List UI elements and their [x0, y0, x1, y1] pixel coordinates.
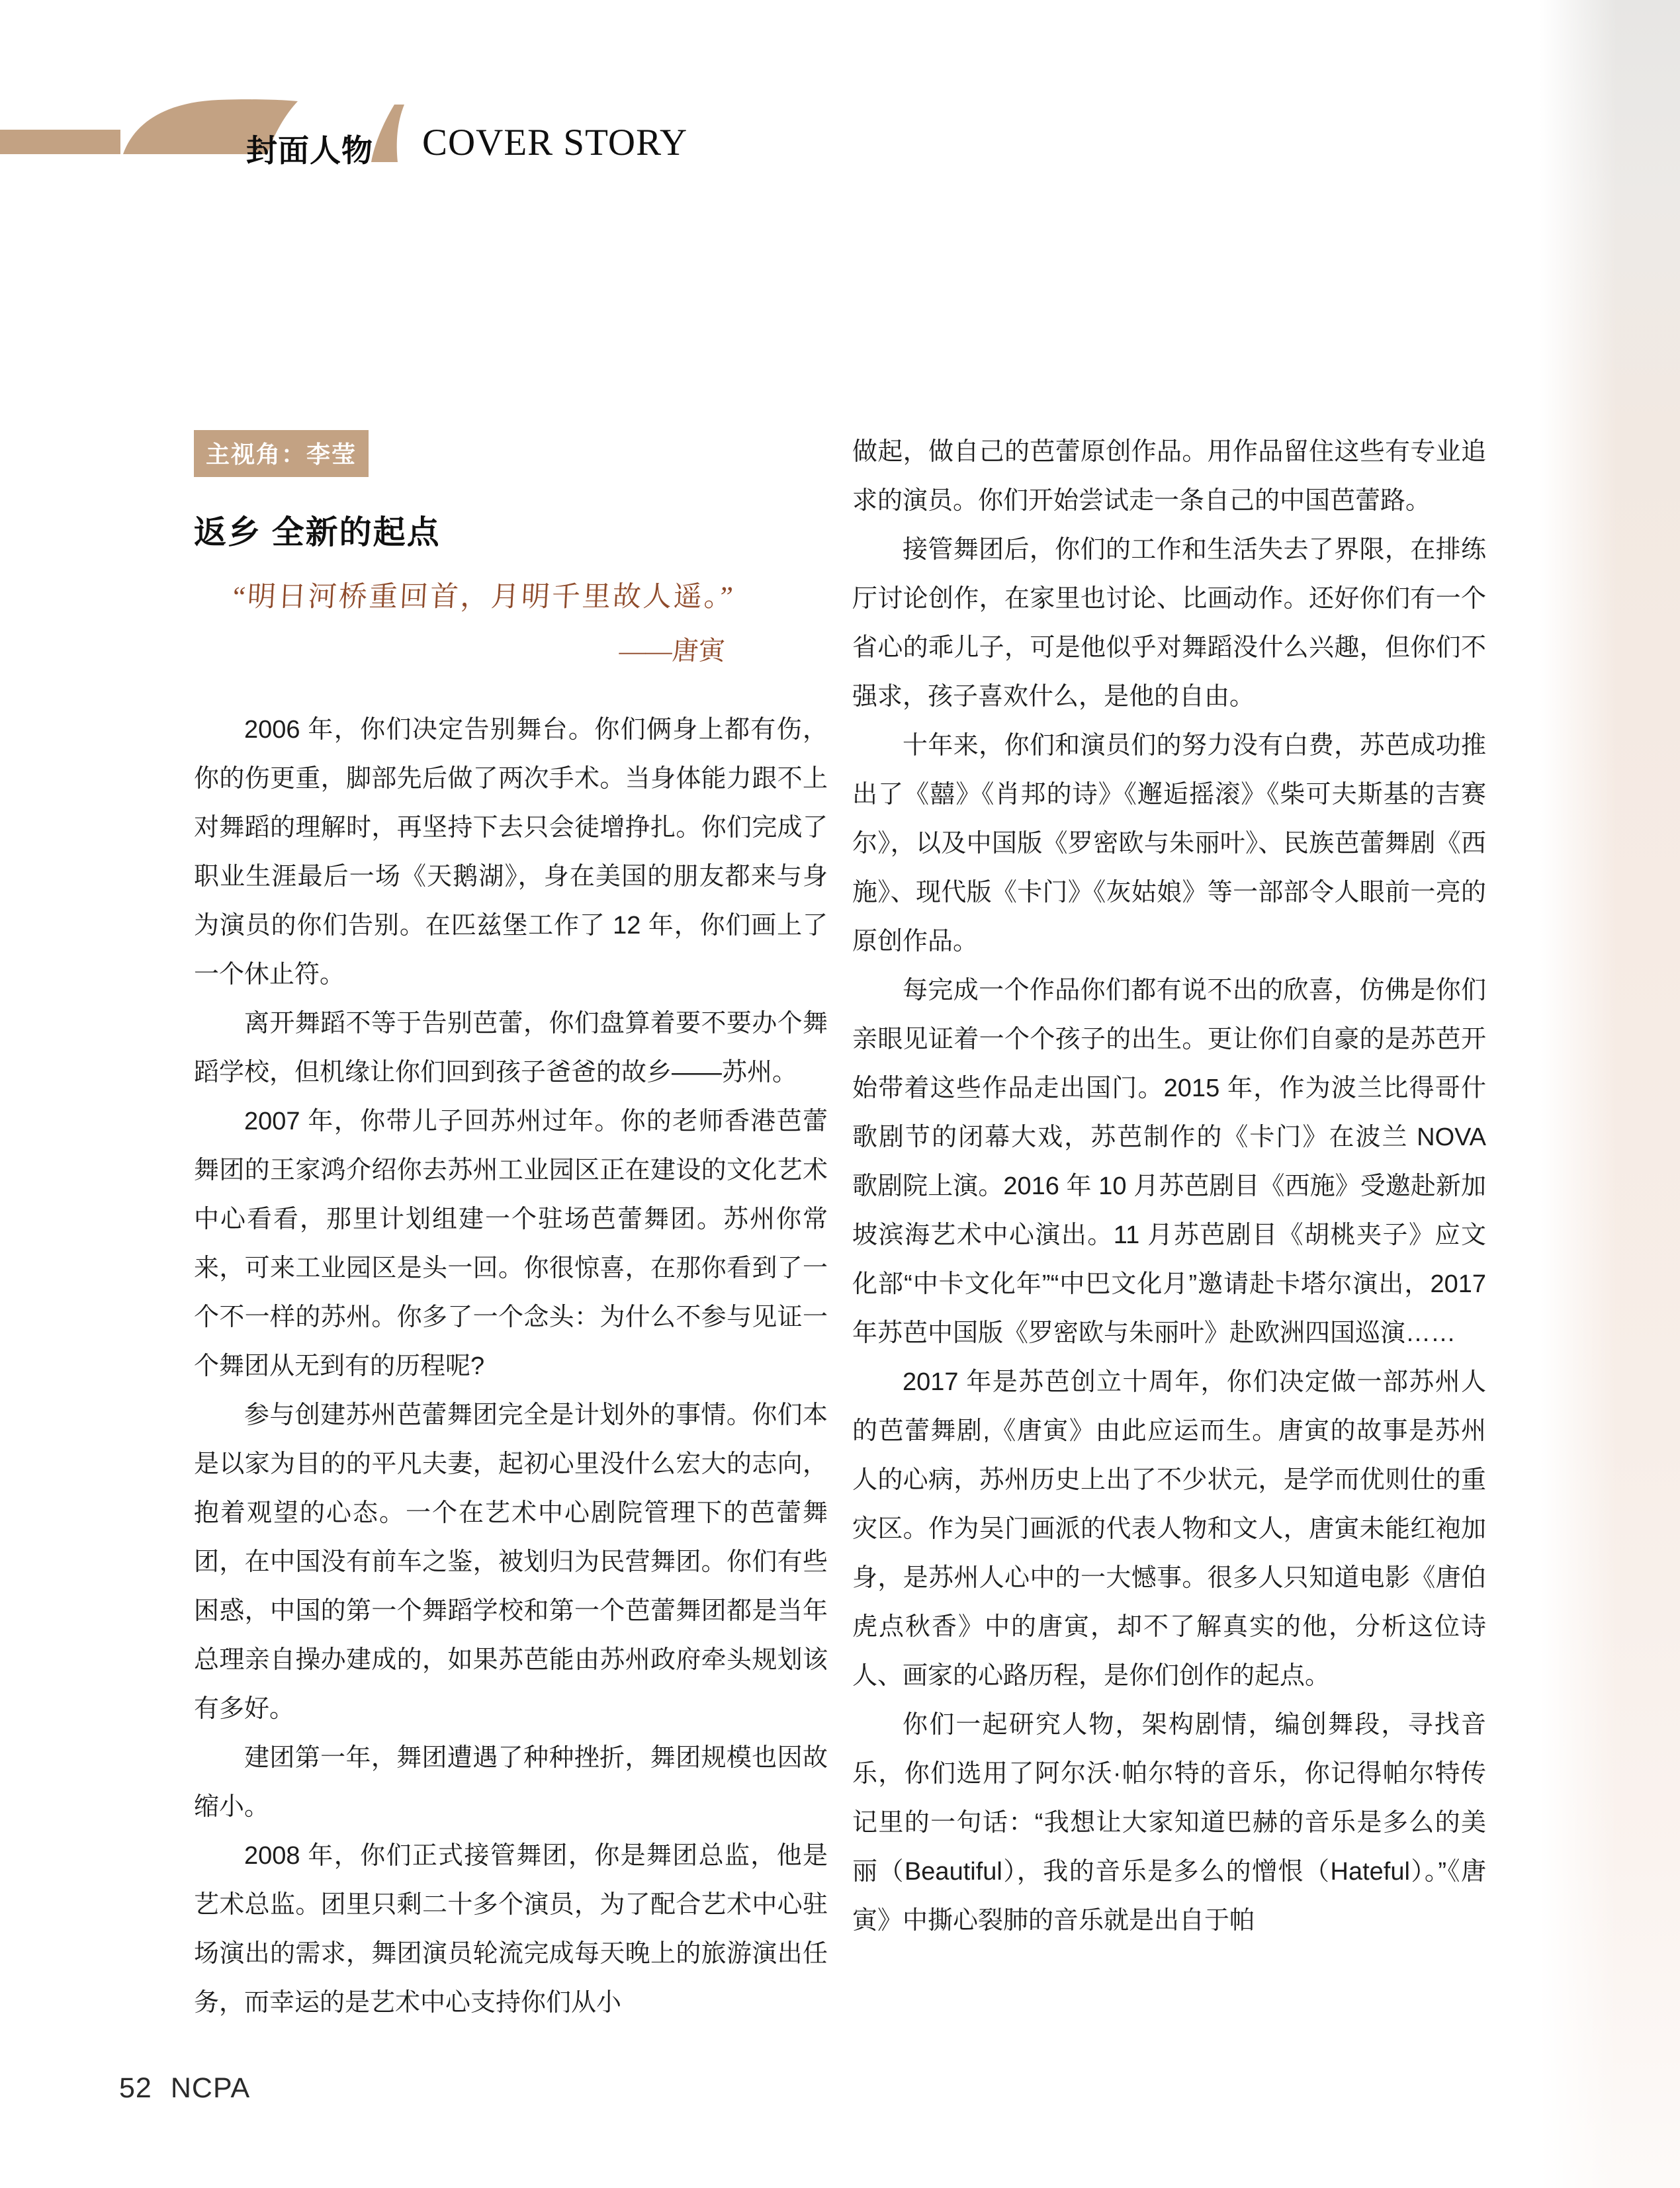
- paragraph: 你们一起研究人物，架构剧情，编创舞段，寻找音乐，你们选用了阿尔沃·帕尔特的音乐，你记得帕尔特传记里的一句话：“我想让大家知道巴赫的音乐是多么的美丽（Beautiful），我的音乐是多么的憎恨（Hateful）。”《唐寅》中撕心裂肺的音乐就是出自于帕: [852, 1711, 1486, 1935]
- section-title-en: COVER STORY: [422, 122, 688, 163]
- right-column: [852, 427, 1486, 1945]
- paragraph: 2007 年，你带儿子回苏州过年。你的老师香港芭蕾舞团的王家鸿介绍你去苏州工业园区正在建设的文化艺术中心看看，那里计划组建一个驻场芭蕾舞团。苏州你常来，可来工业园区是头一回。你很惊喜，在那你看到了一个不一样的苏州。你多了一个念头：为什么不参与见证一个舞团从无到有的历程呢?: [194, 1108, 828, 1380]
- paragraph: 2017 年是苏芭创立十周年，你们决定做一部苏州人的芭蕾舞剧,《唐寅》由此应运而生。唐寅的故事是苏州人的心病，苏州历史上出了不少状元，是学而优则仕的重灾区。作为吴门画派的代表人物和文人，唐寅未能红袍加身，是苏州人心中的一大憾事。很多人只知道电影《唐伯虎点秋香》中的唐寅，却不了解真实的他，分析这位诗人、画家的心路历程，是你们创作的起点。: [852, 1368, 1486, 1690]
- page-number: 52: [119, 2072, 152, 2104]
- section-title-zh: 封面人物: [246, 133, 373, 168]
- page-footer: [119, 2072, 250, 2105]
- paragraph: 接管舞团后，你们的工作和生活失去了界限，在排练厅讨论创作，在家里也讨论、比画动作。还好你们有一个省心的乖儿子，可是他似乎对舞蹈没什么兴趣，但你们不强求，孩子喜欢什么，是他的自由。: [852, 536, 1486, 711]
- page-edge-photo-bleed: [1540, 0, 1680, 2188]
- header-bar-shape: [0, 130, 120, 154]
- paragraph: 十年来，你们和演员们的努力没有白费，苏芭成功推出了《囍》《肖邦的诗》《邂逅摇滚》《柴可夫斯基的吉赛尔》，以及中国版《罗密欧与朱丽叶》、民族芭蕾舞剧《西施》、现代版《卡门》《灰姑娘》等一部部令人眼前一亮的原创作品。: [852, 732, 1486, 955]
- article-headline: 返乡 全新的起点: [194, 514, 441, 550]
- poem-quote: “明日河桥重回首，月明千里故人遥。”: [232, 582, 736, 613]
- kicker-badge: 主视角：李莹: [194, 430, 369, 477]
- paragraph: 参与创建苏州芭蕾舞团完全是计划外的事情。你们本是以家为目的的平凡夫妻，起初心里没什么宏大的志向，抱着观望的心态。一个在艺术中心剧院管理下的芭蕾舞团，在中国没有前车之鉴，被划归为民营舞团。你们有些困惑，中国的第一个舞蹈学校和第一个芭蕾舞团都是当年总理亲自操办建成的，如果苏芭能由苏州政府牵头规划该有多好。: [194, 1401, 828, 1723]
- header-swoosh-icon: [371, 105, 404, 162]
- paragraph: 2006 年，你们决定告别舞台。你们俩身上都有伤，你的伤更重，脚部先后做了两次手术。当身体能力跟不上对舞蹈的理解时，再坚持下去只会徒增挣扎。你们完成了职业生涯最后一场《天鹅湖》，身在美国的朋友都来与身为演员的你们告别。在匹兹堡工作了 12 年，你们画上了一个休止符。: [194, 716, 828, 988]
- paragraph: 建团第一年，舞团遭遇了种种挫折，舞团规模也因故缩小。: [194, 1744, 828, 1821]
- left-column: [194, 705, 828, 2027]
- poem-attribution: ——唐寅: [618, 636, 727, 666]
- journal-name: NCPA: [170, 2072, 251, 2104]
- paragraph: 每完成一个作品你们都有说不出的欣喜，仿佛是你们亲眼见证着一个个孩子的出生。更让你们自豪的是苏芭开始带着这些作品走出国门。2015 年，作为波兰比得哥什歌剧节的闭幕大戏，苏芭制作的《卡门》在波兰 NOVA 歌剧院上演。2016 年 10 月苏芭剧目《西施》受邀赴新加坡滨海艺术中心演出。11 月苏芭剧目《胡桃夹子》应文化部“中卡文化年”“中巴文化月”邀请赴卡塔尔演出，2017 年苏芭中国版《罗密欧与朱丽叶》赴欧洲四国巡演……: [852, 977, 1486, 1347]
- paragraph-continuation: 做起，做自己的芭蕾原创作品。用作品留住这些有专业追求的演员。你们开始尝试走一条自己的中国芭蕾路。: [852, 438, 1486, 515]
- paragraph: 2008 年，你们正式接管舞团，你是舞团总监，他是艺术总监。团里只剩二十多个演员，为了配合艺术中心驻场演出的需求，舞团演员轮流完成每天晚上的旅游演出任务，而幸运的是艺术中心支持你们从小: [194, 1842, 828, 2017]
- paragraph: 离开舞蹈不等于告别芭蕾，你们盘算着要不要办个舞蹈学校，但机缘让你们回到孩子爸爸的故乡——苏州。: [194, 1010, 828, 1086]
